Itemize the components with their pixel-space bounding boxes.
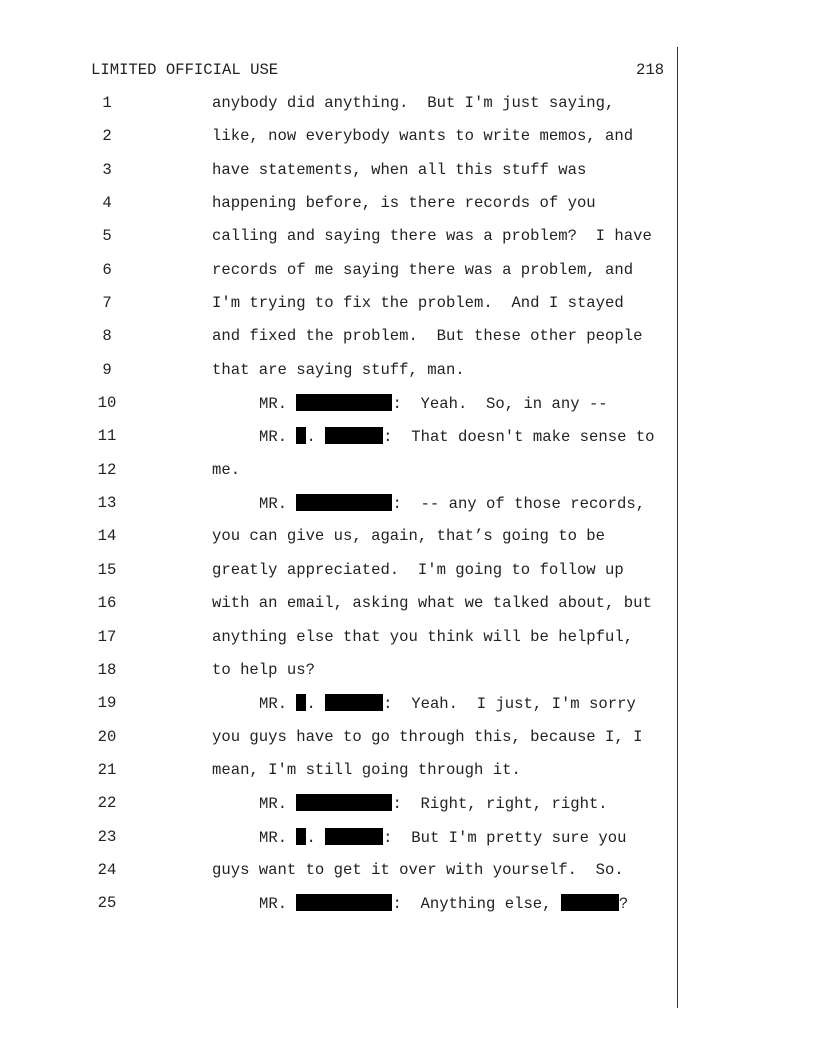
line-text: to help us? [212, 660, 315, 679]
line-text: guys want to get it over with yourself. So. [212, 860, 624, 879]
line-text: records of me saying there was a problem, and [212, 260, 634, 279]
redaction-block [296, 494, 392, 511]
speech-text: : That doesn't make sense to [383, 428, 655, 447]
line-number: 18 [97, 660, 117, 679]
transcript-line-20 [0, 728, 816, 761]
line-number: 13 [97, 494, 117, 513]
speaker-prefix: MR. [259, 828, 297, 847]
line-number: 4 [102, 194, 112, 213]
transcript-line-5 [0, 227, 816, 260]
speaker-prefix: MR. [259, 795, 297, 814]
redaction-block [296, 694, 306, 711]
line-number: 15 [97, 560, 117, 579]
redaction-block [296, 828, 306, 845]
speech-text: : Right, right, right. [392, 795, 608, 814]
line-text: have statements, when all this stuff was [212, 160, 587, 179]
transcript-line-15 [0, 561, 816, 594]
line-number: 6 [102, 260, 112, 279]
speaker-line [259, 427, 655, 446]
line-text: mean, I'm still going through it. [212, 760, 521, 779]
speaker-line [259, 894, 628, 913]
speech-text: : Yeah. So, in any -- [392, 395, 608, 414]
transcript-line-19 [0, 694, 816, 727]
transcript-line-13 [0, 494, 816, 527]
speaker-initial-separator: . [306, 428, 326, 447]
redaction-block [325, 694, 383, 711]
transcript-line-16 [0, 594, 816, 627]
line-number: 5 [102, 227, 112, 246]
transcript-line-17 [0, 628, 816, 661]
speech-text: : Yeah. I just, I'm sorry [383, 695, 636, 714]
line-text: me. [212, 460, 241, 479]
speaker-line [259, 494, 645, 513]
line-number: 25 [97, 894, 117, 913]
header-classification: LIMITED OFFICIAL USE [91, 61, 279, 79]
transcript-line-21 [0, 761, 816, 794]
transcript-line-4 [0, 194, 816, 227]
transcript-line-3 [0, 161, 816, 194]
transcript-line-11 [0, 427, 816, 460]
speaker-initial-separator: . [306, 695, 326, 714]
line-text: happening before, is there records of you [212, 194, 596, 213]
line-number: 21 [97, 760, 117, 779]
line-number: 23 [97, 827, 117, 846]
line-number: 11 [97, 427, 117, 446]
speech-text: : Anything else, [392, 895, 561, 914]
line-number: 12 [97, 460, 117, 479]
transcript-line-9 [0, 361, 816, 394]
line-number: 14 [97, 527, 117, 546]
transcript-line-2 [0, 127, 816, 160]
speech-end: ? [618, 895, 629, 914]
speaker-initial-separator: . [306, 828, 326, 847]
speech-text: : But I'm pretty sure you [383, 828, 627, 847]
line-number: 3 [102, 160, 112, 179]
line-number: 20 [97, 727, 117, 746]
line-number: 2 [102, 127, 112, 146]
speaker-prefix: MR. [259, 395, 297, 414]
transcript-line-14 [0, 527, 816, 560]
redaction-block [561, 894, 619, 911]
line-text: that are saying stuff, man. [212, 360, 465, 379]
line-number: 16 [97, 594, 117, 613]
line-text: anything else that you think will be helpful, [212, 627, 634, 646]
speaker-prefix: MR. [259, 428, 297, 447]
speaker-prefix: MR. [259, 895, 297, 914]
transcript-line-12 [0, 461, 816, 494]
transcript-line-18 [0, 661, 816, 694]
line-number: 8 [102, 327, 112, 346]
line-text: you can give us, again, that’s going to be [212, 527, 606, 546]
speaker-line [259, 794, 608, 813]
redaction-block [296, 794, 392, 811]
line-text: with an email, asking what we talked about, but [212, 594, 652, 613]
speaker-line [259, 394, 608, 413]
line-number: 10 [97, 394, 117, 413]
transcript-line-8 [0, 327, 816, 360]
transcript-line-25 [0, 894, 816, 927]
transcript-line-22 [0, 794, 816, 827]
line-text: you guys have to go through this, because I, I [212, 727, 643, 746]
line-text: calling and saying there was a problem? I have [212, 227, 652, 246]
line-text: and fixed the problem. But these other people [212, 327, 643, 346]
transcript-line-6 [0, 261, 816, 294]
transcript-line-23 [0, 828, 816, 861]
speaker-line [259, 828, 626, 847]
transcript-body [0, 94, 816, 928]
line-text: I'm trying to fix the problem. And I stayed [212, 294, 624, 313]
transcript-line-7 [0, 294, 816, 327]
speaker-prefix: MR. [259, 495, 297, 514]
speech-text: : -- any of those records, [392, 495, 646, 514]
line-text: like, now everybody wants to write memos, and [212, 127, 634, 146]
redaction-block [296, 427, 306, 444]
line-text: greatly appreciated. I'm going to follow up [212, 560, 624, 579]
line-number: 19 [97, 694, 117, 713]
redaction-block [296, 894, 392, 911]
line-number: 9 [102, 360, 112, 379]
line-number: 22 [97, 794, 117, 813]
line-number: 24 [97, 860, 117, 879]
line-text: anybody did anything. But I'm just saying, [212, 94, 615, 112]
line-number: 7 [102, 294, 112, 313]
line-number: 1 [102, 94, 112, 112]
redaction-block [296, 394, 392, 411]
speaker-prefix: MR. [259, 695, 297, 714]
transcript-line-10 [0, 394, 816, 427]
transcript-line-1 [0, 94, 816, 127]
transcript-line-24 [0, 861, 816, 894]
redaction-block [325, 828, 383, 845]
redaction-block [325, 427, 383, 444]
speaker-line [259, 694, 636, 713]
page-number: 218 [636, 61, 665, 79]
line-number: 17 [97, 627, 117, 646]
